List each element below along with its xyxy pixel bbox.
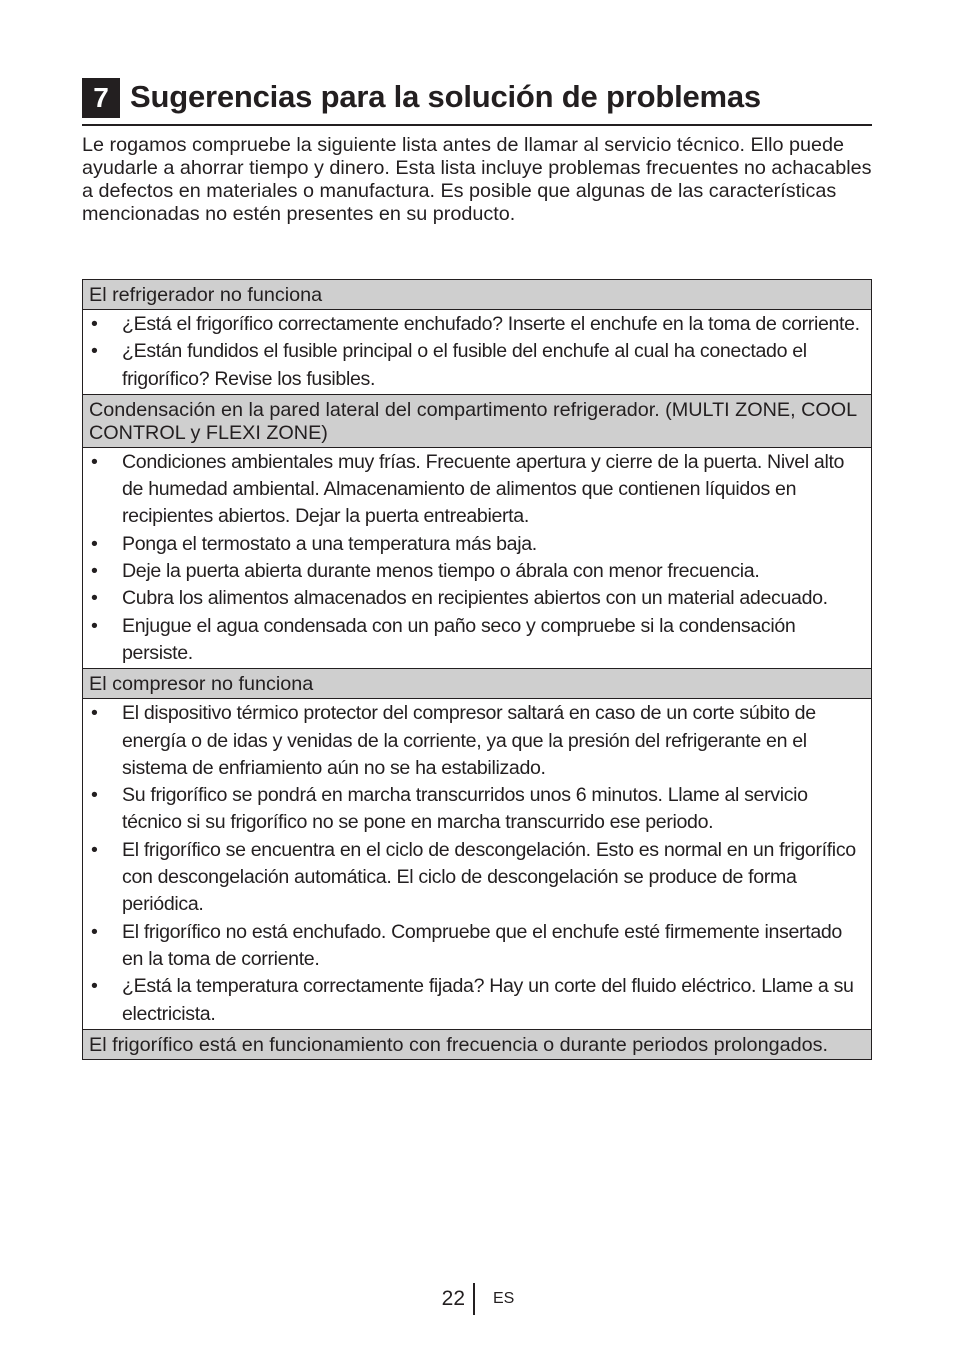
section-items-row — [83, 447, 872, 668]
section-heading: El frigorífico está en funcionamiento con frecuencia o durante periodos prolongados. — [83, 1029, 872, 1059]
section-heading: El compresor no funciona — [83, 669, 872, 699]
bullet-icon: • — [91, 784, 98, 807]
bullet-icon: • — [91, 560, 98, 583]
intro-paragraph: Le rogamos compruebe la siguiente lista antes de llamar al servicio técnico. Ello puede ayudarle a ahorrar tiempo y dinero. Esta lista incluye problemas frecuentes no achacables a defectos en materiales o manufactura. Es posible que algunas de las características mencionadas no estén presentes en su producto. — [82, 134, 872, 225]
section-items-row — [83, 310, 872, 395]
section-row — [83, 394, 872, 447]
list-item: • El dispositivo térmico protector del compresor saltará en caso de un corte súbito de energía o de idas y venidas de la corriente, ya que la presión del refrigerante en el sistema de enfriamiento aún no se ha estabilizado. — [91, 702, 816, 779]
bullet-icon: • — [91, 587, 98, 610]
chapter-title: Sugerencias para la solución de problemas — [130, 79, 761, 114]
list-item: • ¿Están fundidos el fusible principal o el fusible del enchufe al cual ha conectado el frigorífico? Revise los fusibles. — [91, 340, 807, 390]
list-item: • Cubra los alimentos almacenados en recipientes abiertos con un material adecuado. — [83, 585, 871, 612]
bullet-icon: • — [91, 313, 98, 335]
list-item: • Ponga el termostato a una temperatura más baja. — [83, 531, 871, 558]
chapter-header — [82, 78, 872, 126]
section-row — [83, 280, 872, 310]
list-item: • El frigorífico se encuentra en el ciclo de descongelación. Esto es normal en un frigorífico con descongelación automática. El ciclo de descongelación se produce de forma periódica. — [91, 838, 856, 916]
troubleshooting-table — [82, 279, 872, 1060]
page-footer — [0, 1283, 954, 1315]
section-row — [83, 1029, 872, 1059]
page-number: 22 — [441, 1287, 465, 1310]
footer-divider — [473, 1283, 475, 1315]
list-item: • Su frigorífico se pondrá en marcha transcurridos unos 6 minutos. Llame al servicio técnico si su frigorífico no se pone en marcha transcurrido ese periodo. — [91, 784, 808, 834]
bullet-icon: • — [91, 975, 98, 998]
section-heading: El refrigerador no funciona — [83, 280, 872, 310]
bullet-icon: • — [91, 450, 98, 473]
section-row — [83, 669, 872, 699]
list-item: • Deje la puerta abierta durante menos tiempo o ábrala con menor frecuencia. — [83, 558, 871, 585]
bullet-list — [83, 448, 871, 668]
bullet-icon: • — [91, 340, 98, 363]
section-heading: Condensación en la pared lateral del compartimento refrigerador. (MULTI ZONE, COOL CONTROL y FLEXI ZONE) — [83, 394, 872, 447]
bullet-icon: • — [91, 614, 98, 637]
chapter-number-badge: 7 — [82, 78, 120, 118]
language-code: ES — [493, 1290, 515, 1307]
bullet-icon: • — [91, 532, 98, 555]
list-item: • Condiciones ambientales muy frías. Frecuente apertura y cierre de la puerta. Nivel alto de humedad ambiental. Almacenamiento de alimentos que contienen líquidos en recipientes abiertos. Dejar la puerta entreabierta. — [91, 450, 845, 528]
bullet-icon: • — [91, 702, 98, 725]
bullet-list — [83, 699, 871, 1029]
list-item: • Enjugue el agua condensada con un paño seco y compruebe si la condensación persiste. — [91, 614, 796, 664]
list-item: • ¿Está el frigorífico correctamente enchufado? Inserte el enchufe en la toma de corriente. — [83, 311, 871, 338]
bullet-icon: • — [91, 920, 98, 943]
list-item: • El frigorífico no está enchufado. Compruebe que el enchufe esté firmemente insertado en la toma de corriente. — [91, 920, 842, 970]
bullet-icon: • — [91, 838, 98, 861]
list-item: • ¿Está la temperatura correctamente fijada? Hay un corte del fluido eléctrico. Llame a su electricista. — [91, 975, 854, 1025]
section-items-row — [83, 699, 872, 1030]
bullet-list — [83, 310, 871, 394]
